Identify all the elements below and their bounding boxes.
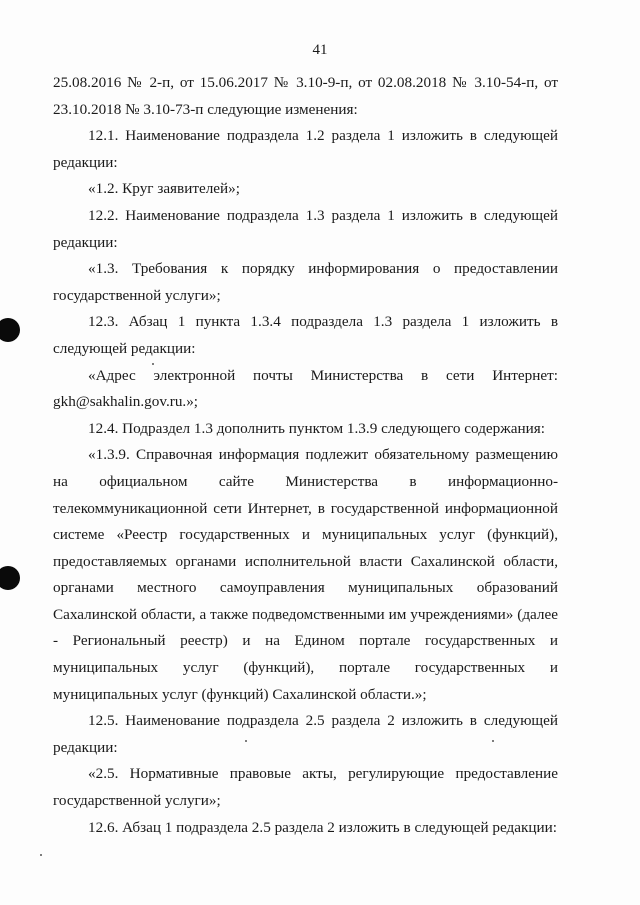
document-body xyxy=(53,70,558,841)
punch-hole xyxy=(0,318,20,342)
paragraph: «Адрес электронной почты Министерства в сети Интернет: gkh@sakhalin.gov.ru.»; xyxy=(53,366,558,411)
paragraph: 12.4. Подраздел 1.3 дополнить пунктом 1.3.9 следующего содержания: xyxy=(88,419,545,437)
paragraph: «2.5. Нормативные правовые акты, регулирующие предоставление государственной услуги»; xyxy=(53,765,558,810)
paragraph: 12.1. Наименование подраздела 1.2 раздела 1 изложить в следующей редакции: xyxy=(53,127,558,171)
scan-speck xyxy=(40,854,42,856)
paragraph: 25.08.2016 № 2-п, от 15.06.2017 № 3.10-9-п, от 02.08.2018 № 3.10-54-п, от 23.10.2018 № 3.10-73-п следующие изменения: xyxy=(53,74,558,118)
punch-hole xyxy=(0,566,20,590)
paragraph: 12.2. Наименование подраздела 1.3 раздела 1 изложить в следующей редакции: xyxy=(53,206,558,251)
paragraph: «1.2. Круг заявителей»; xyxy=(88,180,240,198)
paragraph: 12.6. Абзац 1 подраздела 2.5 раздела 2 изложить в следующей редакции: xyxy=(88,818,557,836)
paragraph: «1.3. Требования к порядку информирования о предоставлении государственной услуги»; xyxy=(53,260,558,304)
paragraph: 12.3. Абзац 1 пункта 1.3.4 подраздела 1.3 раздела 1 изложить в следующей редакции: xyxy=(53,313,558,357)
paragraph: 12.5. Наименование подраздела 2.5 раздела 2 изложить в следующей редакции: xyxy=(53,712,558,756)
paragraph: «1.3.9. Справочная информация подлежит обязательному размещению на официальном сайте Министерства в информационно-телекоммуникационной сети Интернет, в государственной информационной системе «Реестр государственных и муниципальных услуг (функций), предоставляемых органами исполнительной власти Сахалинской области, органами местного самоуправления муниципальных образований Сахалинской области, а также подведомственными им учреждениями» (далее - Региональный реестр) и на Едином портале государственных и муниципальных услуг (функций), портале государственных и муниципальных услуг (функций) Сахалинской области.»; xyxy=(53,446,558,703)
page-number: 41 xyxy=(312,42,328,58)
